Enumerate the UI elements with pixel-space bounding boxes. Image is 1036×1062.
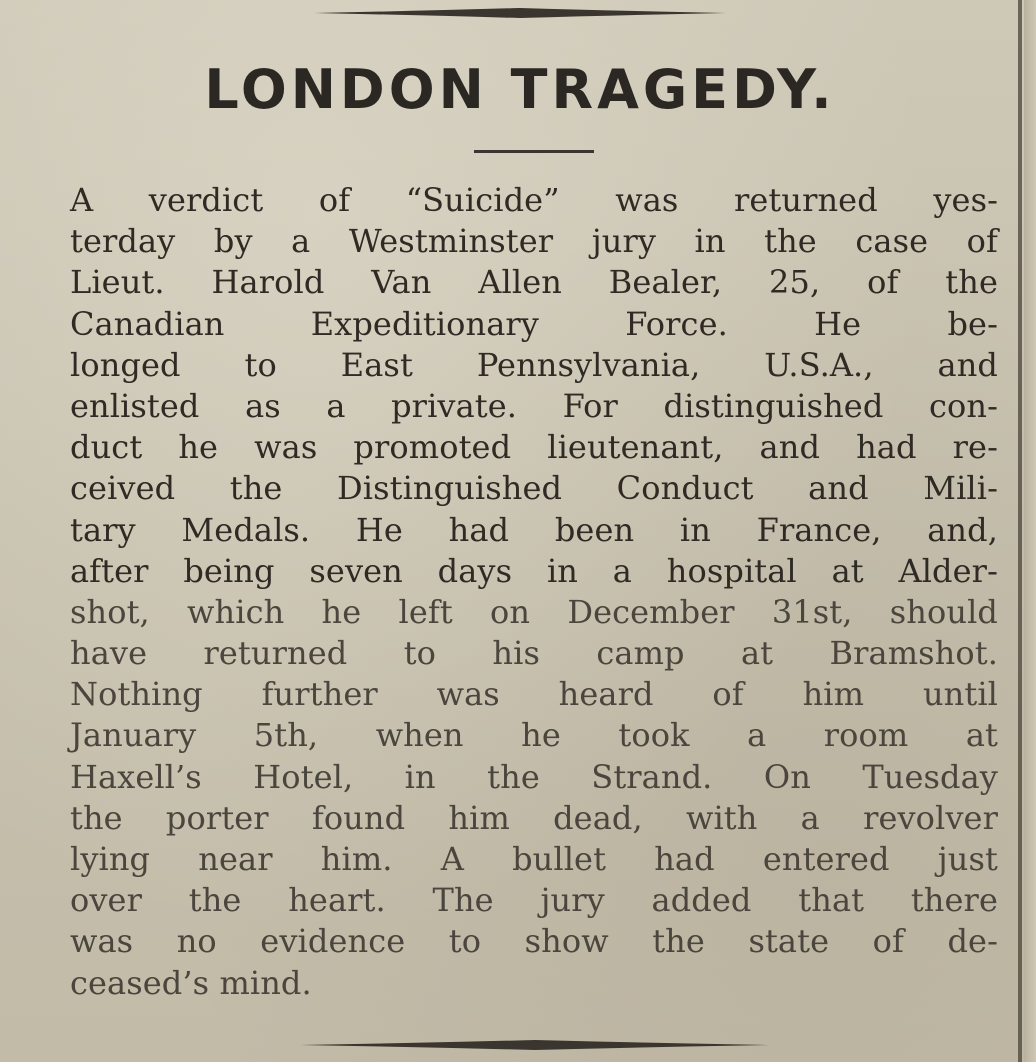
article-body xyxy=(70,180,998,1004)
article-line: was no evidence to show the state of de- xyxy=(70,922,998,961)
article-line: ceased’s mind. xyxy=(70,963,312,1002)
bottom-ornamental-rule xyxy=(300,1038,770,1052)
article-line: Haxell’s Hotel, in the Strand. On Tuesday xyxy=(70,757,998,796)
article-line: after being seven days in a hospital at Alder- xyxy=(70,551,998,590)
article-line: Canadian Expeditionary Force. He be- xyxy=(70,304,998,343)
column-divider xyxy=(1018,0,1022,1062)
article-line: shot, which he left on December 31st, should xyxy=(70,592,998,631)
article-line: A verdict of “Suicide” was returned yes- xyxy=(70,181,998,219)
article-line: enlisted as a private. For distinguished con- xyxy=(70,386,998,425)
article-line: ceived the Distinguished Conduct and Mili- xyxy=(70,469,998,508)
top-ornamental-rule xyxy=(314,6,726,20)
adjacent-column-edge xyxy=(1024,0,1036,1062)
article-line: Lieut. Harold Van Allen Bealer, 25, of the xyxy=(70,263,998,302)
article-line: have returned to his camp at Bramshot. xyxy=(70,634,998,673)
article-line: the porter found him dead, with a revolver xyxy=(70,798,998,837)
article-line: duct he was promoted lieutenant, and had re- xyxy=(70,428,998,467)
article-line: January 5th, when he took a room at xyxy=(70,716,998,755)
headline-divider xyxy=(474,150,594,153)
article-line: terday by a Westminster jury in the case of xyxy=(70,222,998,261)
article-line: Nothing further was heard of him until xyxy=(70,675,998,714)
article-line: over the heart. The jury added that there xyxy=(70,881,998,920)
article-line: longed to East Pennsylvania, U.S.A., and xyxy=(70,345,998,384)
article-line: tary Medals. He had been in France, and, xyxy=(70,510,998,549)
article-line: lying near him. A bullet had entered just xyxy=(70,840,998,878)
headline: LONDON TRAGEDY. xyxy=(204,58,836,121)
